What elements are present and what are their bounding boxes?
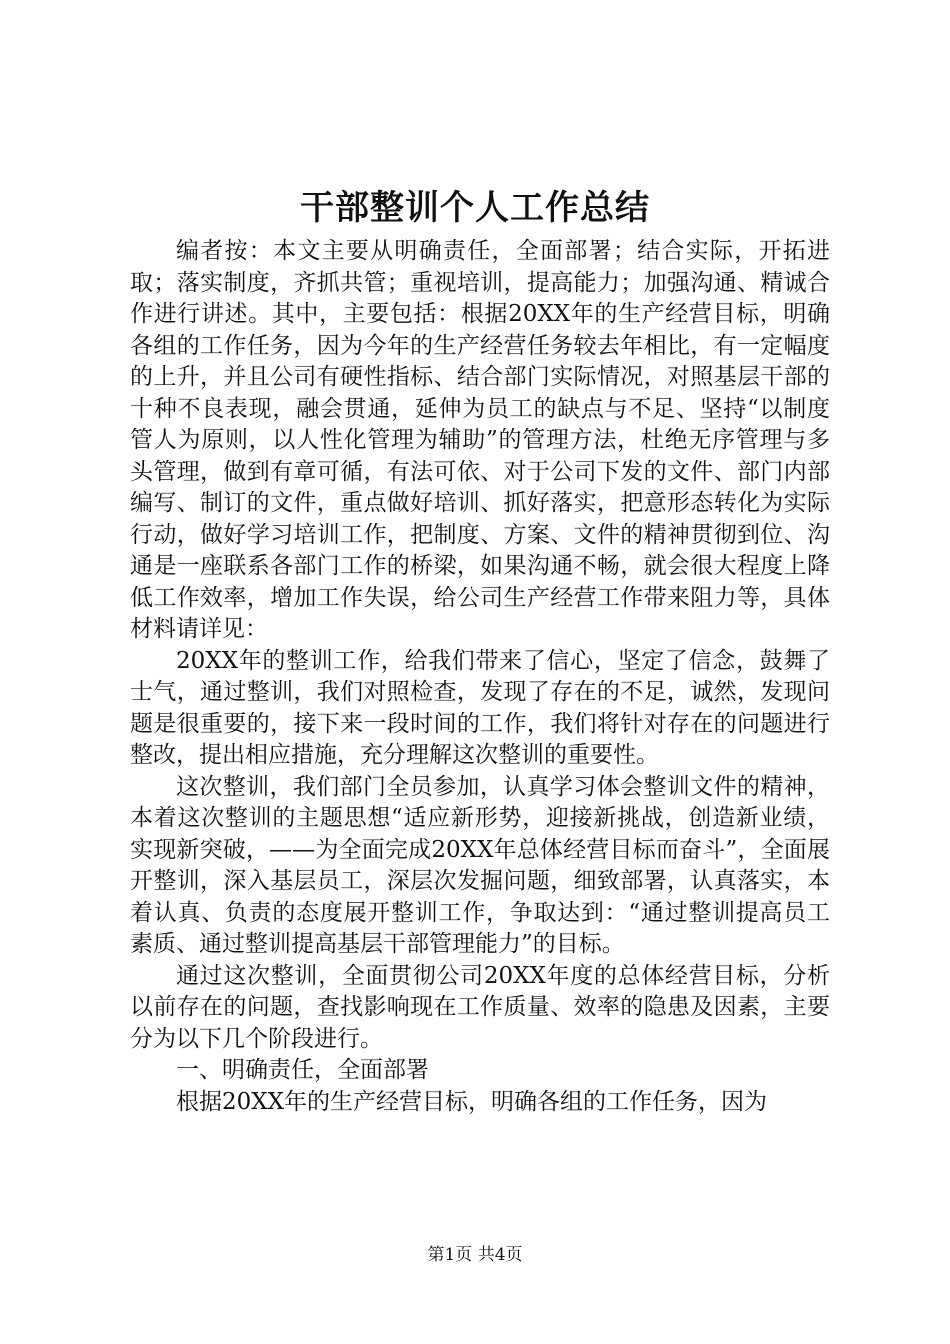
document-title: 干部整训个人工作总结 [300,188,650,228]
paragraph-stages: 通过这次整训，全面贯彻公司20XX年度的总体经营目标，分析以前存在的问题，查找影响现在工作质量、效率的隐患及因素，主要分为以下几个阶段进行。 [130,962,830,1052]
page-footer: 第1页 共4页 [427,1245,523,1265]
paragraph-intro: 20XX年的整训工作，给我们带来了信心，坚定了信念，鼓舞了士气，通过整训，我们对照检查，发现了存在的不足，诚然，发现问题是很重要的，接下来一段时间的工作，我们将针对存在的问题进行整改，提出相应措施，充分理解这次整训的重要性。 [130,647,830,768]
document-body [130,236,830,1118]
paragraph-section-1: 根据20XX年的生产经营目标，明确各组的工作任务，因为 [176,1088,768,1115]
section-heading-1: 一、明确责任，全面部署 [176,1057,429,1083]
paragraph-participation: 这次整训，我们部门全员参加，认真学习体会整训文件的精神，本着这次整训的主题思想“适应新形势，迎接新挑战，创造新业绩，实现新突破，——为全面完成20XX年总体经营目标而奋斗”，全面展开整训，深入基层员工，深层次发掘问题，细致部署，认真落实，本着认真、负责的态度展开整训工作，争取达到：“通过整训提高员工素质、通过整训提高基层干部管理能力”的目标。 [130,773,830,957]
paragraph-editor-note: 编者按：本文主要从明确责任，全面部署；结合实际，开拓进取；落实制度，齐抓共管；重视培训，提高能力；加强沟通、精诚合作进行讲述。其中，主要包括：根据20XX年的生产经营目标，明确各组的工作任务，因为今年的生产经营任务较去年相比，有一定幅度的上升，并且公司有硬性指标、结合部门实际情况，对照基层干部的十种不良表现，融会贯通，延伸为员工的缺点与不足、坚持“以制度管人为原则，以人性化管理为辅助”的管理方法，杜绝无序管理与多头管理，做到有章可循，有法可依、对于公司下发的文件、部门内部编写、制订的文件，重点做好培训、抓好落实，把意形态转化为实际行动，做好学习培训工作，把制度、方案、文件的精神贯彻到位、沟通是一座联系各部门工作的桥梁，如果沟通不畅，就会很大程度上降低工作效率，增加工作失误，给公司生产经营工作带来阻力等，具体材料请详见： [130,238,830,642]
